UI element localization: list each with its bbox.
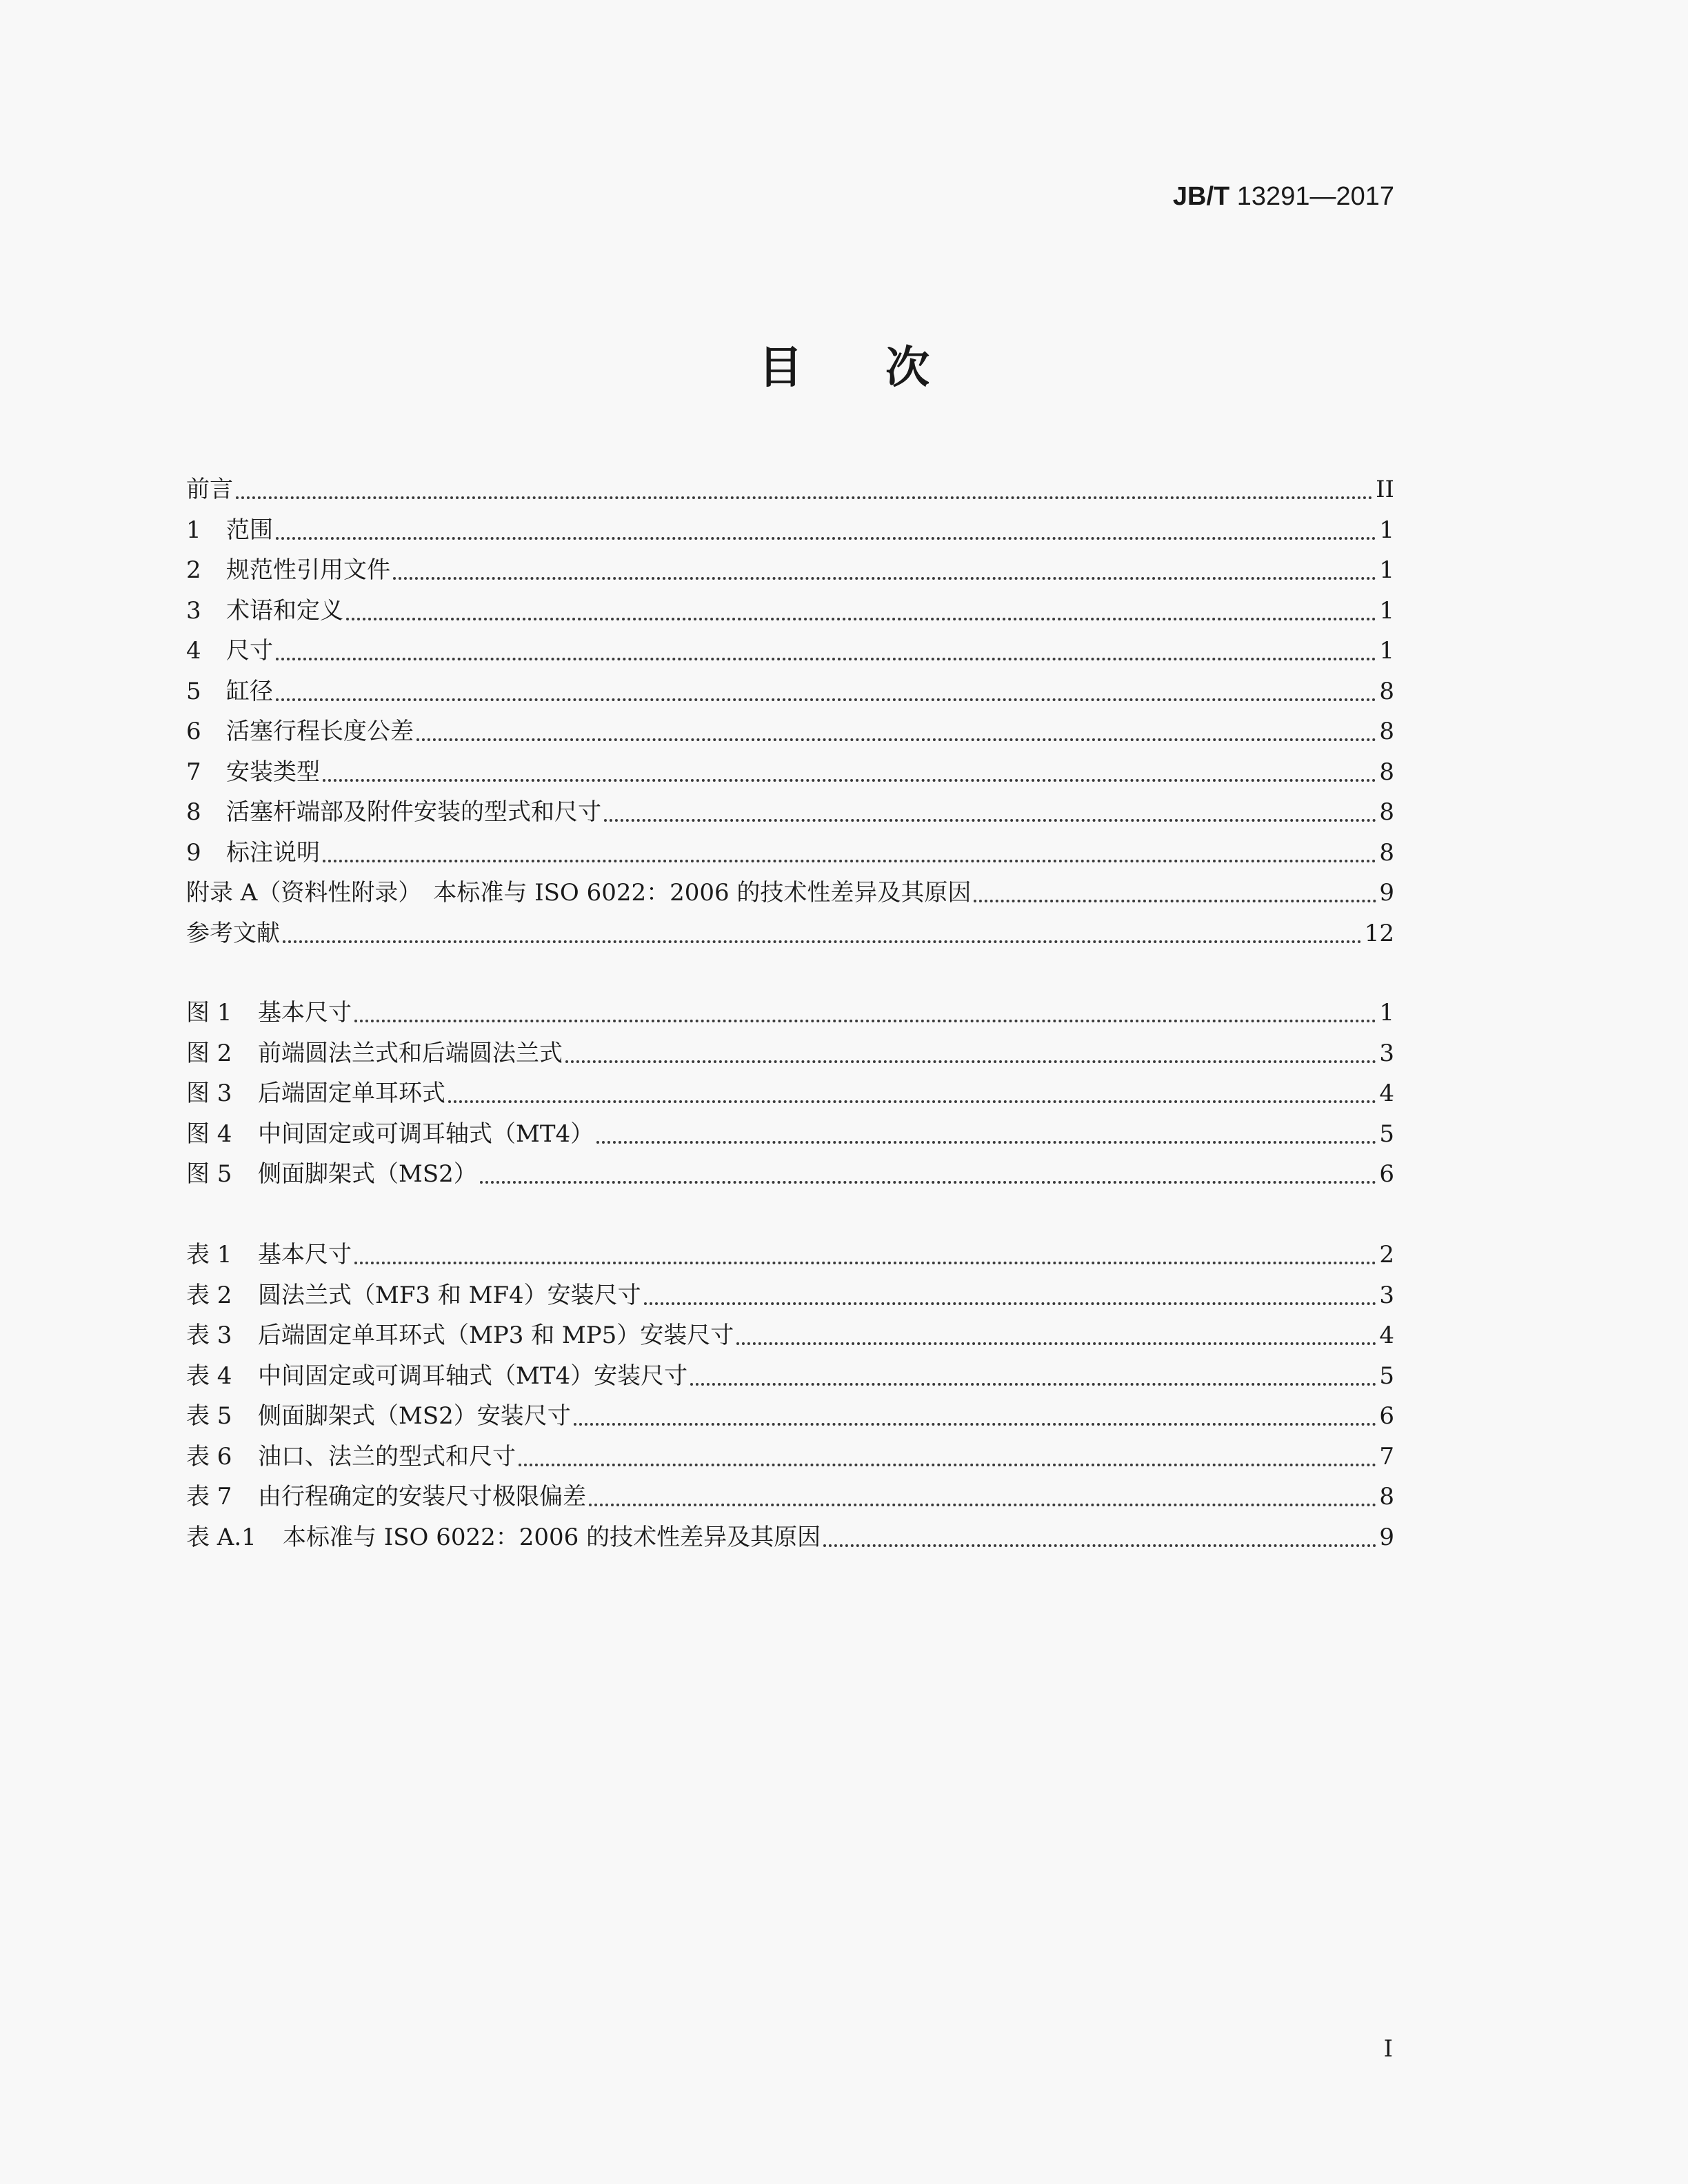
toc-entry-table[interactable] <box>186 1235 1394 1275</box>
toc-chapters <box>186 469 1394 953</box>
toc-entry-table[interactable] <box>186 1356 1394 1397</box>
toc-page: 1 <box>1379 556 1394 584</box>
toc-label: 术语和定义 <box>226 596 343 625</box>
toc-entry-table[interactable] <box>186 1437 1394 1477</box>
toc-page: 6 <box>1379 1402 1394 1430</box>
toc-number: 9 <box>186 838 201 867</box>
toc-page: 8 <box>1379 758 1394 786</box>
toc-entry-chapter[interactable] <box>186 671 1394 712</box>
standard-code-number: 13291—2017 <box>1229 182 1394 211</box>
toc-label: 侧面脚架式（MS2）安装尺寸 <box>258 1402 571 1430</box>
leader-dots <box>276 698 1376 701</box>
toc-label: 由行程确定的安装尺寸极限偏差 <box>258 1483 586 1510</box>
toc-entry-chapter[interactable] <box>186 833 1394 873</box>
leader-dots <box>354 1262 1376 1264</box>
leader-dots <box>276 658 1376 660</box>
toc-number: 表 7 <box>186 1483 232 1510</box>
leader-dots <box>604 819 1376 822</box>
toc-label: 中间固定或可调耳轴式（MT4） <box>258 1120 594 1148</box>
toc-page: 7 <box>1379 1442 1394 1470</box>
leader-dots <box>354 1020 1376 1022</box>
toc-number: 1 <box>186 516 201 544</box>
toc-entry-references[interactable] <box>186 913 1394 954</box>
toc-label: 本标准与 ISO 6022：2006 的技术性差异及其原因 <box>283 1523 821 1551</box>
leader-dots <box>236 496 1373 499</box>
leader-dots <box>276 537 1376 540</box>
toc-number: 6 <box>186 718 201 745</box>
toc-entry-chapter[interactable] <box>186 510 1394 551</box>
toc-label: 规范性引用文件 <box>226 556 390 584</box>
toc-label: 侧面脚架式（MS2） <box>258 1160 477 1188</box>
toc-page: 2 <box>1379 1241 1394 1268</box>
leader-dots <box>519 1464 1376 1466</box>
toc-label: 油口、法兰的型式和尺寸 <box>258 1442 516 1470</box>
leader-dots <box>823 1544 1376 1547</box>
toc-label: 附录 A（资料性附录） 本标准与 ISO 6022：2006 的技术性差异及其原因 <box>186 879 972 907</box>
toc-entry-table[interactable] <box>186 1315 1394 1356</box>
leader-dots <box>346 618 1376 620</box>
toc-page: 9 <box>1379 879 1394 907</box>
leader-dots <box>323 779 1376 782</box>
leader-dots <box>596 1141 1376 1144</box>
toc-number: 表 5 <box>186 1402 232 1430</box>
toc-page: 1 <box>1379 516 1394 544</box>
leader-dots <box>574 1423 1377 1426</box>
toc-entry-chapter[interactable] <box>186 711 1394 752</box>
page-number: I <box>1383 2035 1393 2063</box>
toc-entry-chapter[interactable] <box>186 591 1394 631</box>
toc-page: 8 <box>1379 677 1394 705</box>
toc-page: II <box>1376 476 1394 503</box>
toc-tables <box>186 1235 1394 1557</box>
toc-page: 5 <box>1379 1362 1394 1390</box>
toc-entry-figure[interactable] <box>186 1033 1394 1074</box>
toc-number: 图 5 <box>186 1160 232 1188</box>
toc-label: 安装类型 <box>226 758 320 786</box>
toc-number: 表 4 <box>186 1362 232 1390</box>
toc-page: 1 <box>1379 596 1394 625</box>
leader-dots <box>974 900 1376 902</box>
leader-dots <box>283 940 1362 943</box>
toc-label: 范围 <box>226 516 273 544</box>
toc-figures <box>186 993 1394 1195</box>
leader-dots <box>393 577 1376 580</box>
toc-number: 表 6 <box>186 1442 232 1470</box>
toc-number: 8 <box>186 798 201 826</box>
toc-label: 中间固定或可调耳轴式（MT4）安装尺寸 <box>258 1362 688 1390</box>
toc-entry-chapter[interactable] <box>186 631 1394 671</box>
toc-page: 8 <box>1379 798 1394 826</box>
toc-label: 基本尺寸 <box>258 1241 352 1268</box>
toc-number: 2 <box>186 556 201 584</box>
toc-label: 基本尺寸 <box>258 999 352 1027</box>
toc-number: 图 3 <box>186 1080 232 1107</box>
toc-entry-figure[interactable] <box>186 1073 1394 1114</box>
toc-entry-figure[interactable] <box>186 993 1394 1033</box>
toc-page: 1 <box>1379 637 1394 665</box>
toc-label: 前端圆法兰式和后端圆法兰式 <box>258 1039 563 1067</box>
leader-dots <box>690 1383 1376 1386</box>
toc-entry-figure[interactable] <box>186 1114 1394 1155</box>
toc-page: 4 <box>1379 1322 1394 1349</box>
toc-number: 表 3 <box>186 1322 232 1349</box>
leader-dots <box>644 1302 1377 1305</box>
toc-number: 7 <box>186 758 201 786</box>
toc-label: 尺寸 <box>226 637 273 665</box>
toc-entry-foreword[interactable] <box>186 469 1394 510</box>
toc-number: 表 2 <box>186 1281 232 1309</box>
toc-number: 3 <box>186 596 201 625</box>
toc-label: 后端固定单耳环式（MP3 和 MP5）安装尺寸 <box>258 1322 734 1349</box>
toc-label: 缸径 <box>226 677 273 705</box>
toc-entry-table[interactable] <box>186 1477 1394 1517</box>
toc-number: 图 2 <box>186 1039 232 1067</box>
toc-label: 活塞行程长度公差 <box>226 718 414 745</box>
toc-page: 8 <box>1379 718 1394 745</box>
toc-entry-figure[interactable] <box>186 1154 1394 1195</box>
leader-dots <box>448 1100 1376 1103</box>
toc-number: 图 1 <box>186 999 232 1027</box>
toc-page: 8 <box>1379 1483 1394 1510</box>
page-title: 目次 <box>758 343 1012 394</box>
toc-entry-table[interactable] <box>186 1275 1394 1316</box>
toc-number: 4 <box>186 637 201 665</box>
toc-label: 活塞杆端部及附件安装的型式和尺寸 <box>226 798 601 826</box>
toc-number: 5 <box>186 677 201 705</box>
toc-entry-chapter[interactable] <box>186 752 1394 793</box>
toc-label: 圆法兰式（MF3 和 MF4）安装尺寸 <box>258 1281 641 1309</box>
leader-dots <box>323 860 1376 862</box>
toc-entry-table[interactable] <box>186 1517 1394 1558</box>
toc-entry-chapter[interactable] <box>186 792 1394 833</box>
toc-label: 后端固定单耳环式 <box>258 1080 445 1107</box>
toc-label: 前言 <box>186 476 233 503</box>
leader-dots <box>589 1504 1376 1506</box>
standard-code <box>1173 178 1394 215</box>
standard-code-prefix: JB/T <box>1172 182 1230 211</box>
leader-dots <box>565 1060 1376 1063</box>
toc-label: 参考文献 <box>186 919 280 947</box>
leader-dots <box>736 1342 1376 1345</box>
toc-number: 表 1 <box>186 1241 232 1268</box>
toc-number: 图 4 <box>186 1120 232 1148</box>
toc-page: 9 <box>1379 1523 1394 1551</box>
toc-page: 3 <box>1379 1039 1394 1067</box>
leader-dots <box>416 738 1376 741</box>
toc-page: 12 <box>1364 919 1394 947</box>
toc-label: 标注说明 <box>226 838 320 867</box>
toc-page: 4 <box>1379 1080 1394 1107</box>
toc-page: 1 <box>1379 999 1394 1027</box>
toc-page: 8 <box>1379 838 1394 867</box>
toc-page: 5 <box>1379 1120 1394 1148</box>
toc-page: 6 <box>1379 1160 1394 1188</box>
toc-entry-table[interactable] <box>186 1396 1394 1437</box>
toc-number: 表 A.1 <box>186 1523 257 1551</box>
toc-entry-appendix-a[interactable] <box>186 873 1394 913</box>
leader-dots <box>480 1181 1377 1184</box>
toc-page: 3 <box>1379 1281 1394 1309</box>
toc-entry-chapter[interactable] <box>186 550 1394 591</box>
